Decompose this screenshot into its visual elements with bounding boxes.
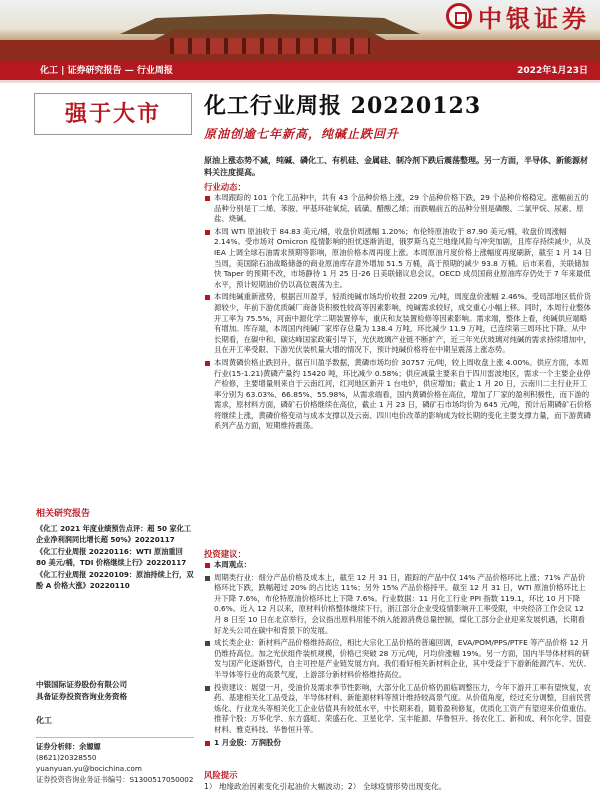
industry-label: 化工 [36, 716, 52, 725]
investment-section-title: 投资建议： [204, 549, 246, 559]
list-item: 周期类行业：细分产品价格及成本上，截至 12 月 31 日，跟踪的产品中仅 14% 产品价格环比上涨；71% 产品价格环比下跌，跌幅超过 20% 的占比达 11%；另外 15% 产品价格持平。截至 12 月 31 日，WTI 原油价格环比上升下降 7.6%，布伦特原油价格环比上下降 7.6%。行业数据：11 月化工行业 PPI 指数 119.1，环比 10 月下降 0.6%。近入 12 月以来，原材料价格整体继续下行，浙江部分企业受疫情影响开工率受限，中央经济工作会议 12 月 8 日至 10 日在北京举行，会议指出原料用能不纳入能源消费总量控制，煤化工部分企业迎来发展机遇，长期看好龙头公司在碳中和背景下的发展。 [204, 573, 592, 637]
page-subtitle: 原油创逾七年新高，纯碱止跌回升 [204, 127, 400, 141]
organization-name: 中银国际证券股份有限公司 [36, 680, 128, 689]
related-report-item[interactable]: 《化工行业周报 20220109：原油持续上行，双酚 A 价格大涨》20220110 [36, 570, 194, 590]
company-logo [446, 2, 590, 33]
company-logo-text: 中银证券 [478, 3, 590, 33]
risk-text: 1） 地缘政治因素变化引起油价大幅波动；2） 全球疫情形势出现变化。 [204, 782, 447, 791]
rating-box [34, 93, 192, 135]
top-bar [0, 62, 600, 80]
banner-palace-columns [170, 38, 370, 54]
page-title: 化工行业周报 20220123 [204, 93, 482, 119]
analyst-phone: (8621)20328550 [36, 753, 97, 762]
list-item: 本周黄磷价格止跌回升，据百川盈孚数据，黄磷市场均价 30757 元/吨，较上周收盘上涨 4.00%。供应方面，本周行业(15-1.21)黄磷产量约 15420 吨，环比减少 0.58%；供应减量主要来自于四川雷波地区，需求一个主要企业停产检修，主要增量则来自于云南红河，红河地区新开 1 台电炉，供应增加；截止 1 月 20 日，云南川二主行业开工率分别为 63.03%、66.85%、55.98%，从需求端看，国内黄磷价格在高位，增加了厂家的盈利积极性，而下游的需求，原材料方面，磷矿石价格继续在高位，截止 1 月 23 日，磷矿石市场均价为 645 元/吨，预计后期磷矿石价格将继续上涨，黄磷价格变动与成本支撑以及云南、四川电价改革的影响成为较长期的变化主要支撑力量，而下游黄磷系列产品方面，短期维持震荡。 [204, 358, 592, 432]
golden-stock-label: 1 月金股：万润股份 [204, 738, 592, 749]
industry-section-title: 行业动态： [204, 182, 246, 192]
list-item: 本周 WTI 原油收于 84.83 美元/桶，收盘价周涨幅 1.20%；布伦特原油收于 87.90 美元/桶，收盘价周涨幅 2.14%。受市场对 Omicron 疫情影响的担忧逐渐消退，俄罗斯乌克兰地缘风险与冲突加剧，且库存持续减少，从及 IEA 上调全球石油需求预期等影响，原油价格本周再度上涨。本周原油月度价格上涨幅度再度刷新，截至 1 月 14 日当周，美国除石油战略储备的商业原油库存意外增加 51.5 万桶，高于预期的减少 93.8 万桶。后市来看，关联储加快 Taper 的预期不改，市场静待 1 月 25 日-26 日美联储议息会议，OECD 成员国商业原油库存仍处于 7 年来最低水平，预计短期油价仍以高位震荡为主。 [204, 227, 592, 291]
summary: 原油上涨态势不减，纯碱、磷化工、有机硅、金属硅、制冷剂下跌后震荡整理。另一方面，半导体、新能源材料关注度提高。 [204, 156, 588, 177]
report-date: 2022年1月23日 [517, 66, 588, 76]
analyst-cert: 证券投资咨询业务证书编号：S1300517050002 [36, 775, 194, 784]
list-item: 投资建议：展望一月，受油价及需求季节性影响，大部分化工品价格仍面临调整压力，今年下游开工率有望恢复，农药、基建相关化工品受益，半导体材料、新能源材料等预计维持较高景气度。从价值角度，经过充分调整，目前民营炼化、行业龙头等相关化工企业估值具有较低水平，中长期来看，随着盈利修复，优质化工资产有望迎来价值重估。推荐个股：万华化学、东方盛虹、荣盛石化、卫星化学、宝丰能源、华鲁恒升、扬农化工、新和成、利尔化学、国瓷材料、雅克科技、华鲁恒升等。 [204, 683, 592, 736]
breadcrumb: 化工 | 证券研究报告 — 行业周报 [40, 66, 173, 76]
view-label: 本周观点： [204, 560, 592, 571]
list-item: 本周纯碱重新涨势，根据百川盈孚，轻质纯碱市场均价收报 2209 元/吨，周度盘价涨幅 2.46%。受局部地区低价货源较少，年前下游优质碱厂商备货积极性较高等因素影响，纯碱需求较好，成交重心小幅上移。同时，本周行业整体开工率为 75.5%，河南中源化学二期装置停车，重庆和友装置检修等因素影响。需求端，整体上看，纯碱供应端略有增加。库存端，本周国内纯碱厂家库存总量为 138.4 万吨，环比减少 11.9 万吨，已连续第三周环比下降。从中长期看，在碳中和、碳达峰国家政策引导下，光伏玻璃产业链不断扩产，近三年光伏玻璃对纯碱的需求持续增加中，且在开工率受限、下游光伏装机量大增的情况下，预计纯碱价格将在中期呈震荡上涨态势。 [204, 292, 592, 356]
list-item: 本周跟踪的 101 个化工品种中，共有 43 个品种价格上涨，29 个品种价格下跌，29 个品种价格稳定。涨幅前五的品种分别是丁二烯、苯胺、甲基环硅氧烷、硫磺、醋酸乙烯；而跌幅前五的品种分别是磷酸、二氯甲烷、尿素、原盐、烧碱。 [204, 193, 592, 225]
related-report-item[interactable]: 《化工 2021 年度业绩预告点评：超 50 家化工企业净利润同比增长超 50%》20220117 [36, 524, 192, 544]
related-report-item[interactable]: 《化工行业周报 20220116：WTI 原油重回 80 美元/桶，TDI 价格继续上行》20220117 [36, 547, 187, 567]
left-column [0, 83, 196, 800]
analyst-name: 证券分析师：余嫄嫄 [36, 742, 101, 751]
industry-items [204, 193, 592, 434]
related-reports-list [36, 523, 194, 592]
related-reports-title: 相关研究报告 [36, 509, 91, 519]
investment-items [204, 560, 592, 750]
risk-section-title: 风险提示 [204, 770, 238, 780]
analyst-email[interactable]: yuanyuan.yu@bocichina.com [36, 764, 142, 773]
list-item: 成长类企业：新材料产品价格维持高位，相比大宗化工品价格的普遍回调，EVA/POM/PPS/PTFE 等产品价格 12 月仍维持高位。加之光伏组件装机规模，价格已突破 28 万元/吨，月均价涨幅 19%。另一方面，国内半导体材料的研发与国产化逐渐替代，自主可控是产业链发展方向。我们看好相关新材料企业，其中受益于下游新能源汽车、光伏、半导体等行业的高景气度，上游部分新材料价格维持高位。 [204, 638, 592, 680]
rating-label: 强于大市 [64, 101, 161, 127]
organization [36, 679, 196, 703]
divider [36, 737, 194, 738]
bank-logo-icon [446, 3, 472, 29]
organization-qualification: 具备证券投资咨询业务资格 [36, 692, 128, 701]
analyst-info [36, 735, 196, 785]
header-banner [0, 0, 600, 62]
